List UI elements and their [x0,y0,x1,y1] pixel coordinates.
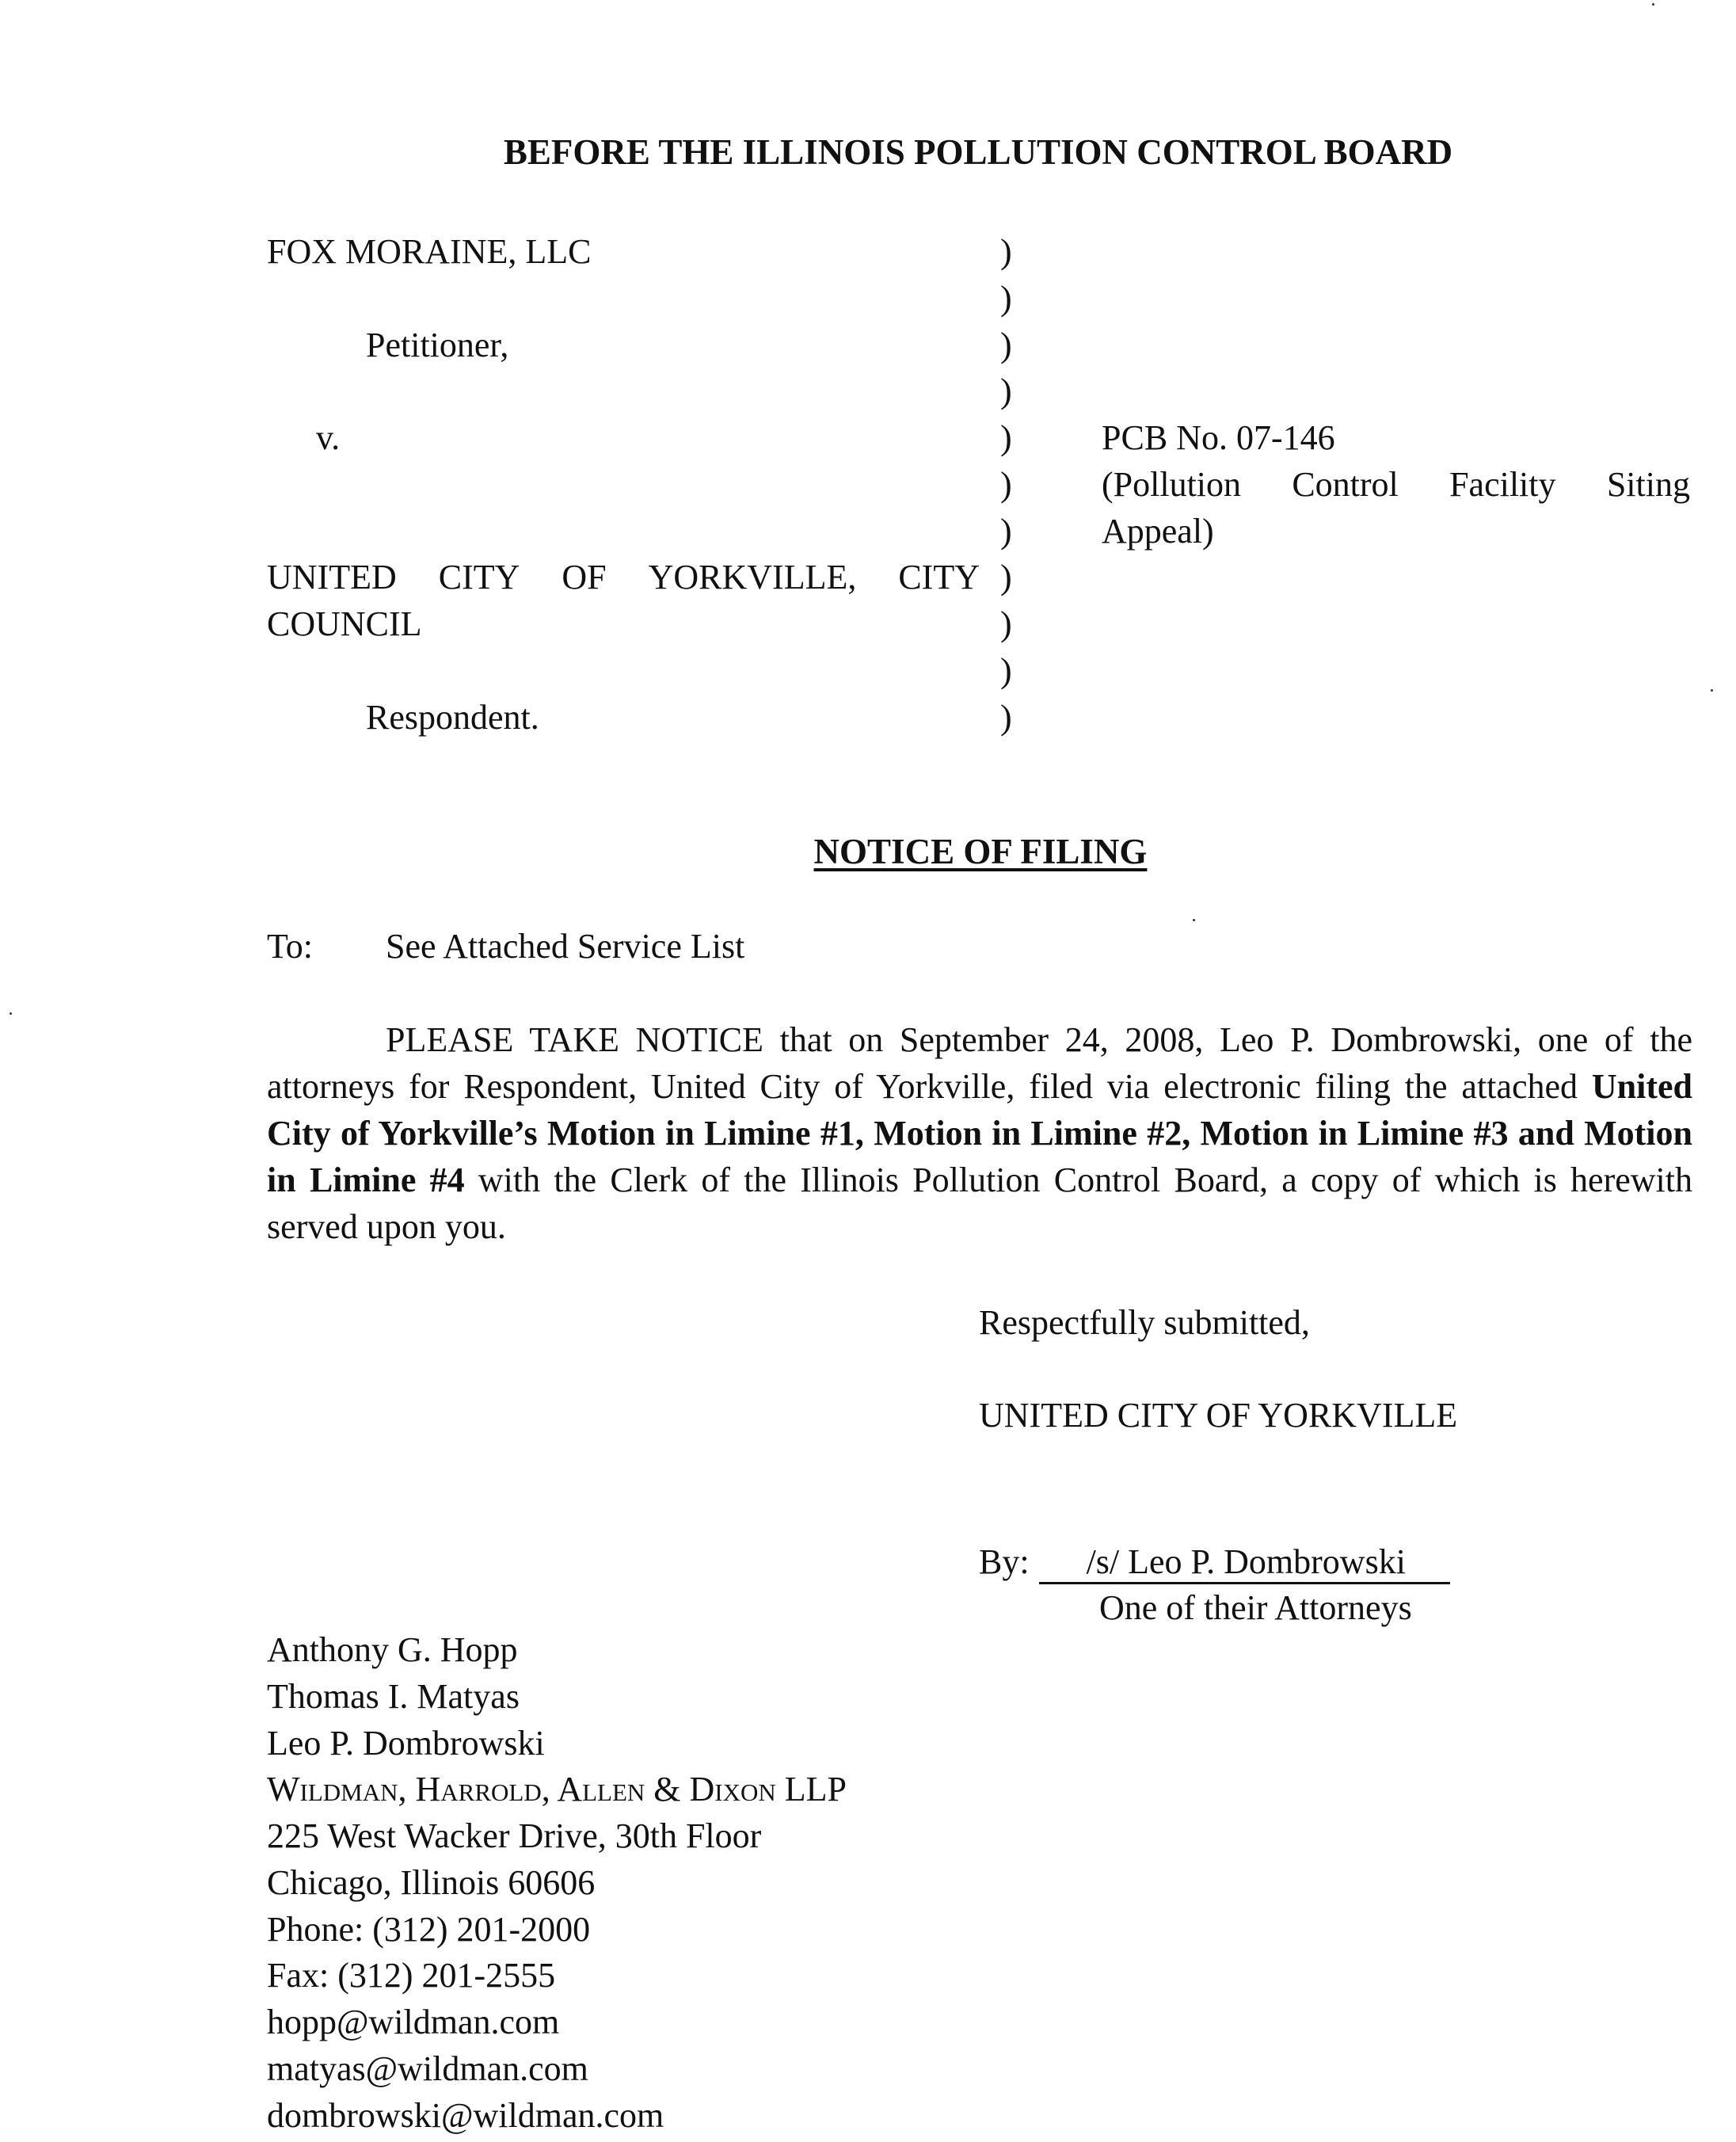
signing-party: UNITED CITY OF YORKVILLE [979,1396,1458,1435]
notice-title: NOTICE OF FILING [813,832,1148,871]
scan-speck [1652,3,1654,6]
signature-line [979,1538,1450,1585]
attorney-name: Leo P. Dombrowski [267,1724,545,1763]
email-address: matyas@wildman.com [267,2049,588,2088]
respondent-word: CITY [438,558,520,596]
caption-paren: ) [1000,558,1012,596]
caption-paren: ) [1000,512,1012,551]
electronic-signature: /s/ Leo P. Dombrowski [1039,1542,1450,1584]
to-value: See Attached Service List [386,927,745,966]
law-firm-name: Wildman, Harrold, Allen & Dixon LLP [267,1770,847,1809]
case-type-word: Siting [1606,465,1690,504]
closing: Respectfully submitted, [979,1303,1310,1342]
caption-paren: ) [1000,465,1012,504]
versus-label: v. [316,418,341,457]
respondent-role: Respondent. [366,698,539,737]
respondent-word: UNITED [267,558,397,596]
caption-paren: ) [1000,604,1012,643]
notice-body-paragraph [267,1016,1692,1250]
case-number: PCB No. 07-146 [1102,418,1335,457]
document-heading: BEFORE THE ILLINOIS POLLUTION CONTROL BOARD [503,132,1453,172]
attorney-name: Thomas I. Matyas [267,1677,520,1716]
caption-paren: ) [1000,651,1012,690]
case-type-line1 [1102,461,1690,508]
caption-paren: ) [1000,326,1012,364]
case-type-line2: Appeal) [1102,512,1214,551]
caption-paren: ) [1000,279,1012,318]
caption-paren: ) [1000,232,1012,271]
fax-number: Fax: (312) 201-2555 [267,1956,556,1995]
respondent-name-line1 [267,554,980,600]
respondent-word: YORKVILLE, [648,558,857,596]
case-type-word: (Pollution [1102,465,1242,504]
case-type-word: Facility [1449,465,1556,504]
scan-speck [1711,689,1713,692]
attorney-name: Anthony G. Hopp [267,1630,518,1669]
body-text-bold: United City of Yorkville’s Motion in Limine #1, Motion in Limine #2, Motion in Limine #3 and Motion in Limine #4 [267,1067,1692,1199]
scan-speck [1193,919,1195,921]
scan-speck [10,1012,12,1015]
petitioner-role: Petitioner, [366,326,509,364]
petitioner-name: FOX MORAINE, LLC [267,232,592,271]
email-address: dombrowski@wildman.com [267,2096,664,2135]
case-type-word: Control [1292,465,1399,504]
respondent-word: CITY [898,558,980,596]
to-label: To: [267,927,314,966]
address-city: Chicago, Illinois 60606 [267,1863,596,1902]
respondent-word: OF [562,558,607,596]
caption-paren: ) [1000,698,1012,737]
signer-title: One of their Attorneys [1099,1588,1412,1627]
respondent-name-line2: COUNCIL [267,604,422,643]
body-text-after: with the Clerk of the Illinois Pollution Control Board, a copy of which is herewith served upon you. [267,1161,1692,1246]
body-text-before: PLEASE TAKE NOTICE that on September 24, 2008, Leo P. Dombrowski, one of the attorneys for Respondent, United City of Yorkville, filed via electronic filing the attached [267,1020,1692,1106]
caption-paren: ) [1000,372,1012,410]
caption-paren: ) [1000,418,1012,457]
by-label: By: [979,1542,1030,1581]
address-line: 225 West Wacker Drive, 30th Floor [267,1816,762,1855]
email-address: hopp@wildman.com [267,2003,560,2041]
phone-number: Phone: (312) 201-2000 [267,1910,591,1949]
